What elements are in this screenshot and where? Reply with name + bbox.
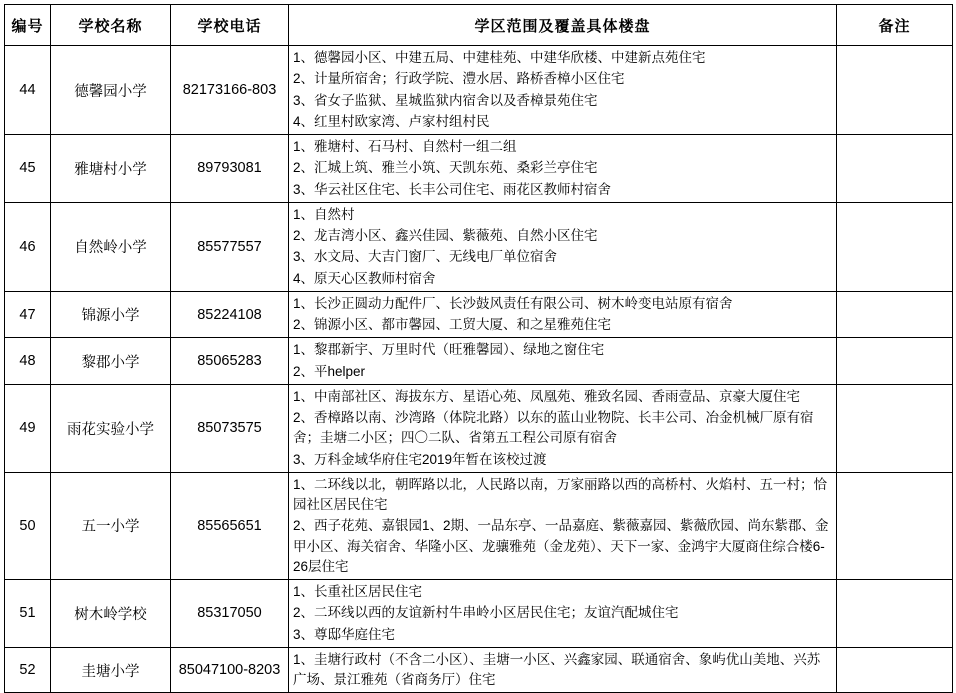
cell-remark — [837, 580, 953, 648]
cell-school-name: 锦源小学 — [51, 291, 171, 338]
cell-no: 46 — [5, 202, 51, 291]
header-school-phone: 学校电话 — [171, 5, 289, 46]
cell-zoning-scope — [289, 472, 837, 579]
cell-remark — [837, 202, 953, 291]
scope-line: 2、龙吉湾小区、鑫兴佳园、紫薇苑、自然小区住宅 — [293, 228, 598, 243]
cell-school-name: 五一小学 — [51, 472, 171, 579]
table-row — [5, 338, 953, 385]
table-row — [5, 135, 953, 203]
scope-line: 2、计量所宿舍；行政学院、澧水居、路桥香樟小区住宅 — [293, 71, 625, 87]
table-row — [5, 291, 953, 338]
scope-line: 3、省女子监狱、星城监狱内宿舍以及香樟景苑住宅 — [293, 92, 598, 108]
table-row — [5, 472, 953, 579]
cell-school-name: 黎郡小学 — [51, 338, 171, 385]
scope-line: 2、锦源小区、都市馨园、工贸大厦、和之星雅苑住宅 — [293, 317, 612, 332]
cell-no: 51 — [5, 580, 51, 648]
cell-school-phone: 85047100-8203 — [171, 647, 289, 693]
cell-school-phone: 85565651 — [171, 472, 289, 579]
cell-no: 44 — [5, 46, 51, 135]
cell-no: 50 — [5, 472, 51, 579]
cell-zoning-scope — [289, 338, 837, 385]
header-zoning-scope: 学区范围及覆盖具体楼盘 — [289, 5, 837, 46]
cell-school-phone: 82173166-803 — [171, 46, 289, 135]
scope-line: 1、长重社区居民住宅 — [293, 584, 423, 599]
scope-line: 3、水文局、大吉门窗厂、无线电厂单位宿舍 — [293, 249, 558, 265]
header-remark: 备注 — [837, 5, 953, 46]
scope-line: 1、德馨园小区、中建五局、中建桂苑、中建华欣楼、中建新点苑住宅 — [293, 50, 706, 65]
cell-no: 47 — [5, 291, 51, 338]
scope-line: 1、中南部社区、海拔东方、星语心苑、凤凰苑、雅致名园、香雨壹品、京豪大厦住宅 — [293, 388, 801, 404]
cell-school-phone: 85577557 — [171, 202, 289, 291]
cell-zoning-scope — [289, 135, 837, 203]
table-row — [5, 384, 953, 472]
cell-zoning-scope — [289, 202, 837, 291]
cell-remark — [837, 291, 953, 338]
cell-remark — [837, 46, 953, 135]
cell-school-name: 圭塘小学 — [51, 647, 171, 693]
cell-remark — [837, 384, 953, 472]
cell-zoning-scope — [289, 647, 837, 693]
scope-line: 1、雅塘村、石马村、自然村一组二组 — [293, 139, 517, 154]
cell-zoning-scope — [289, 291, 837, 338]
header-row — [5, 5, 953, 46]
cell-school-phone: 85317050 — [171, 580, 289, 648]
scope-line: 4、红里村欧家湾、卢家村组村民 — [293, 113, 490, 129]
table-row — [5, 580, 953, 648]
scope-line: 2、香樟路以南、沙湾路（体院北路）以东的蓝山业物院、长丰公司、冶金机械厂原有宿舍；圭塘二小区；四〇二队、省第五工程公司原有宿舍 — [293, 410, 814, 446]
scope-line: 2、二环线以西的友谊新村牛串岭小区居民住宅；友谊汽配城住宅 — [293, 605, 679, 621]
cell-no: 48 — [5, 338, 51, 385]
table-body — [5, 46, 953, 693]
scope-line: 2、平helper — [293, 363, 366, 379]
school-zoning-table — [4, 4, 953, 693]
scope-line: 3、万科金域华府住宅2019年暂在该校过渡 — [293, 451, 547, 467]
header-no: 编号 — [5, 5, 51, 46]
cell-zoning-scope — [289, 384, 837, 472]
scope-line: 1、长沙正圆动力配件厂、长沙鼓风责任有限公司、树木岭变电站原有宿舍 — [293, 295, 733, 311]
scope-line: 1、二环线以北，朝晖路以北，人民路以南，万家丽路以西的高桥村、火焰村、五一村；恰园社区居民住宅 — [293, 476, 828, 512]
cell-school-phone: 85224108 — [171, 291, 289, 338]
cell-zoning-scope — [289, 46, 837, 135]
cell-remark — [837, 338, 953, 385]
scope-line: 1、圭塘行政村（不含二小区）、圭塘一小区、兴鑫家园、联通宿舍、象屿优山美地、兴苏广场、景江雅苑（省商务厅）住宅 — [293, 651, 821, 687]
cell-remark — [837, 647, 953, 693]
scope-line: 2、汇城上筑、雅兰小筑、天凯东苑、桑彩兰亭住宅 — [293, 160, 598, 176]
table-row — [5, 202, 953, 291]
cell-school-name: 雅塘村小学 — [51, 135, 171, 203]
scope-line: 1、自然村 — [293, 206, 355, 222]
cell-no: 52 — [5, 647, 51, 693]
scope-line: 3、尊邸华庭住宅 — [293, 626, 396, 642]
header-school-name: 学校名称 — [51, 5, 171, 46]
cell-school-name: 树木岭学校 — [51, 580, 171, 648]
cell-school-name: 雨花实验小学 — [51, 384, 171, 472]
scope-line: 2、西子花苑、嘉银园1、2期、一品东亭、一品嘉庭、紫薇嘉园、紫薇欣园、尚东紫郡、金甲小区、海关宿舍、华隆小区、龙骧雅苑（金龙苑）、天下一家、金鸿宇大厦商住综合楼6-26层住宅 — [293, 518, 829, 574]
table-header — [5, 5, 953, 46]
cell-remark — [837, 135, 953, 203]
cell-remark — [837, 472, 953, 579]
table-row — [5, 647, 953, 693]
cell-no: 49 — [5, 384, 51, 472]
cell-zoning-scope — [289, 580, 837, 648]
cell-school-name: 自然岭小学 — [51, 202, 171, 291]
cell-no: 45 — [5, 135, 51, 203]
cell-school-phone: 85073575 — [171, 384, 289, 472]
scope-line: 1、黎郡新宇、万里时代（旺雅馨园）、绿地之窗住宅 — [293, 342, 605, 358]
cell-school-name: 德馨园小学 — [51, 46, 171, 135]
cell-school-phone: 89793081 — [171, 135, 289, 203]
table-row — [5, 46, 953, 135]
cell-school-phone: 85065283 — [171, 338, 289, 385]
scope-line: 3、华云社区住宅、长丰公司住宅、雨花区教师村宿舍 — [293, 181, 612, 197]
scope-line: 4、原天心区教师村宿舍 — [293, 270, 436, 286]
